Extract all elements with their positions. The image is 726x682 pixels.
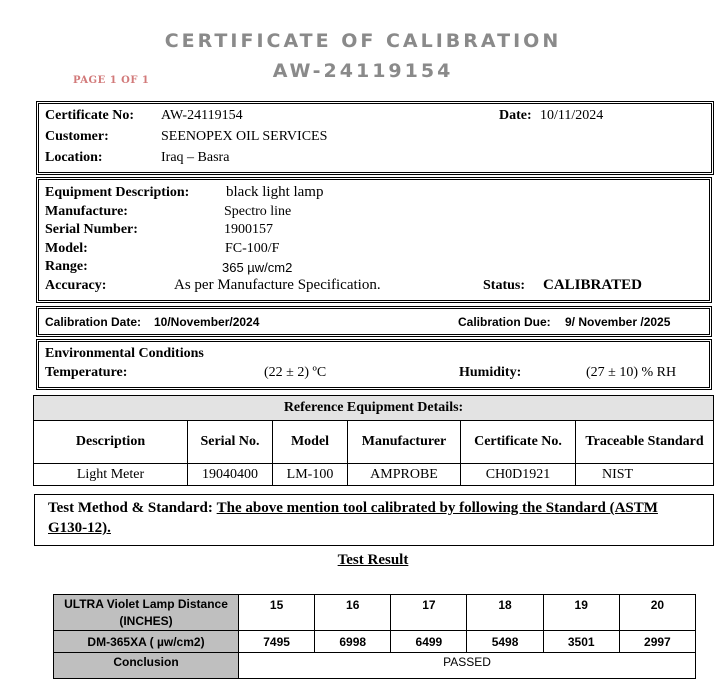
ref-col-traceable: Traceable Standard <box>576 421 714 464</box>
ref-col-manufacturer: Manufacturer <box>348 421 461 464</box>
manufacture-value: Spectro line <box>224 204 292 219</box>
reference-heading: Reference Equipment Details: <box>34 396 714 421</box>
equipment-desc-value: black light lamp <box>226 184 324 200</box>
calibration-dates-box <box>36 306 712 337</box>
reading-row-label: DM-365XA ( µw/cm2) <box>54 631 239 653</box>
distance-cell: 20 <box>619 595 695 631</box>
reference-equipment-table <box>33 395 714 486</box>
date-value: 10/11/2024 <box>540 108 604 123</box>
reading-cell: 5498 <box>467 631 543 653</box>
temperature-label: Temperature: <box>45 365 128 380</box>
calibration-date-value: 10/November/2024 <box>154 315 260 329</box>
test-method-text: The above mention tool calibrated by following the Standard (ASTM G130-12). <box>48 500 658 536</box>
customer-value: SEENOPEX OIL SERVICES <box>161 129 328 144</box>
distance-cell: 17 <box>391 595 467 631</box>
temperature-value: (22 ± 2) ºC <box>264 365 327 380</box>
humidity-value: (27 ± 10) % RH <box>586 365 677 380</box>
distance-cell: 16 <box>315 595 391 631</box>
location-label: Location: <box>45 150 103 165</box>
certificate-code-title: AW-24119154 <box>272 60 454 82</box>
status-value: CALIBRATED <box>543 277 642 293</box>
location-value: Iraq – Basra <box>161 150 230 165</box>
distance-cell: 19 <box>543 595 619 631</box>
calibration-due-value: 9/ November /2025 <box>565 315 671 329</box>
distance-cell: 15 <box>239 595 315 631</box>
cert-no-label: Certificate No: <box>45 108 135 123</box>
reading-cell: 7495 <box>239 631 315 653</box>
model-label: Model: <box>45 241 88 256</box>
equipment-box <box>36 177 712 303</box>
manufacture-label: Manufacture: <box>45 204 128 219</box>
range-label: Range: <box>45 259 88 274</box>
reading-cell: 6499 <box>391 631 467 653</box>
calibration-date-label: Calibration Date: <box>45 315 142 329</box>
ref-cell-traceable: NIST <box>576 464 714 486</box>
reading-cell: 2997 <box>619 631 695 653</box>
reading-cell: 6998 <box>315 631 391 653</box>
certificate-title: CERTIFICATE OF CALIBRATION <box>164 30 562 52</box>
ref-col-serial: Serial No. <box>188 421 273 464</box>
distance-row-label: ULTRA Violet Lamp Distance (INCHES) <box>54 595 239 631</box>
distance-cell: 18 <box>467 595 543 631</box>
certificate-info-box <box>36 101 714 175</box>
date-label: Date: <box>499 108 532 123</box>
test-result-heading: Test Result <box>337 552 409 568</box>
cert-no-value: AW-24119154 <box>161 108 243 123</box>
accuracy-label: Accuracy: <box>45 278 107 293</box>
conclusion-value: PASSED <box>239 653 696 679</box>
serial-number-label: Serial Number: <box>45 222 138 237</box>
test-method-box <box>34 494 714 546</box>
ref-cell-description: Light Meter <box>34 464 188 486</box>
calibration-due-label: Calibration Due: <box>458 315 551 329</box>
test-result-table <box>53 594 696 679</box>
accuracy-value: As per Manufacture Specification. <box>174 277 381 293</box>
environment-box <box>36 339 712 390</box>
ref-cell-model: LM-100 <box>273 464 348 486</box>
equipment-desc-label: Equipment Description: <box>45 185 190 200</box>
ref-cell-certificate: CH0D1921 <box>461 464 576 486</box>
ref-cell-serial: 19040400 <box>188 464 273 486</box>
range-value: 365 µw/cm2 <box>222 260 293 275</box>
ref-col-model: Model <box>273 421 348 464</box>
ref-col-description: Description <box>34 421 188 464</box>
reading-cell: 3501 <box>543 631 619 653</box>
page-number: PAGE 1 OF 1 <box>73 75 150 86</box>
customer-label: Customer: <box>45 129 109 144</box>
test-method-label: Test Method & Standard: <box>48 500 213 516</box>
status-label: Status: <box>483 278 526 293</box>
ref-col-certificate: Certificate No. <box>461 421 576 464</box>
ref-cell-manufacturer: AMPROBE <box>348 464 461 486</box>
conclusion-label: Conclusion <box>54 653 239 679</box>
environment-heading: Environmental Conditions <box>45 346 204 361</box>
humidity-label: Humidity: <box>459 365 522 380</box>
model-value: FC-100/F <box>225 241 280 256</box>
serial-number-value: 1900157 <box>224 222 273 237</box>
